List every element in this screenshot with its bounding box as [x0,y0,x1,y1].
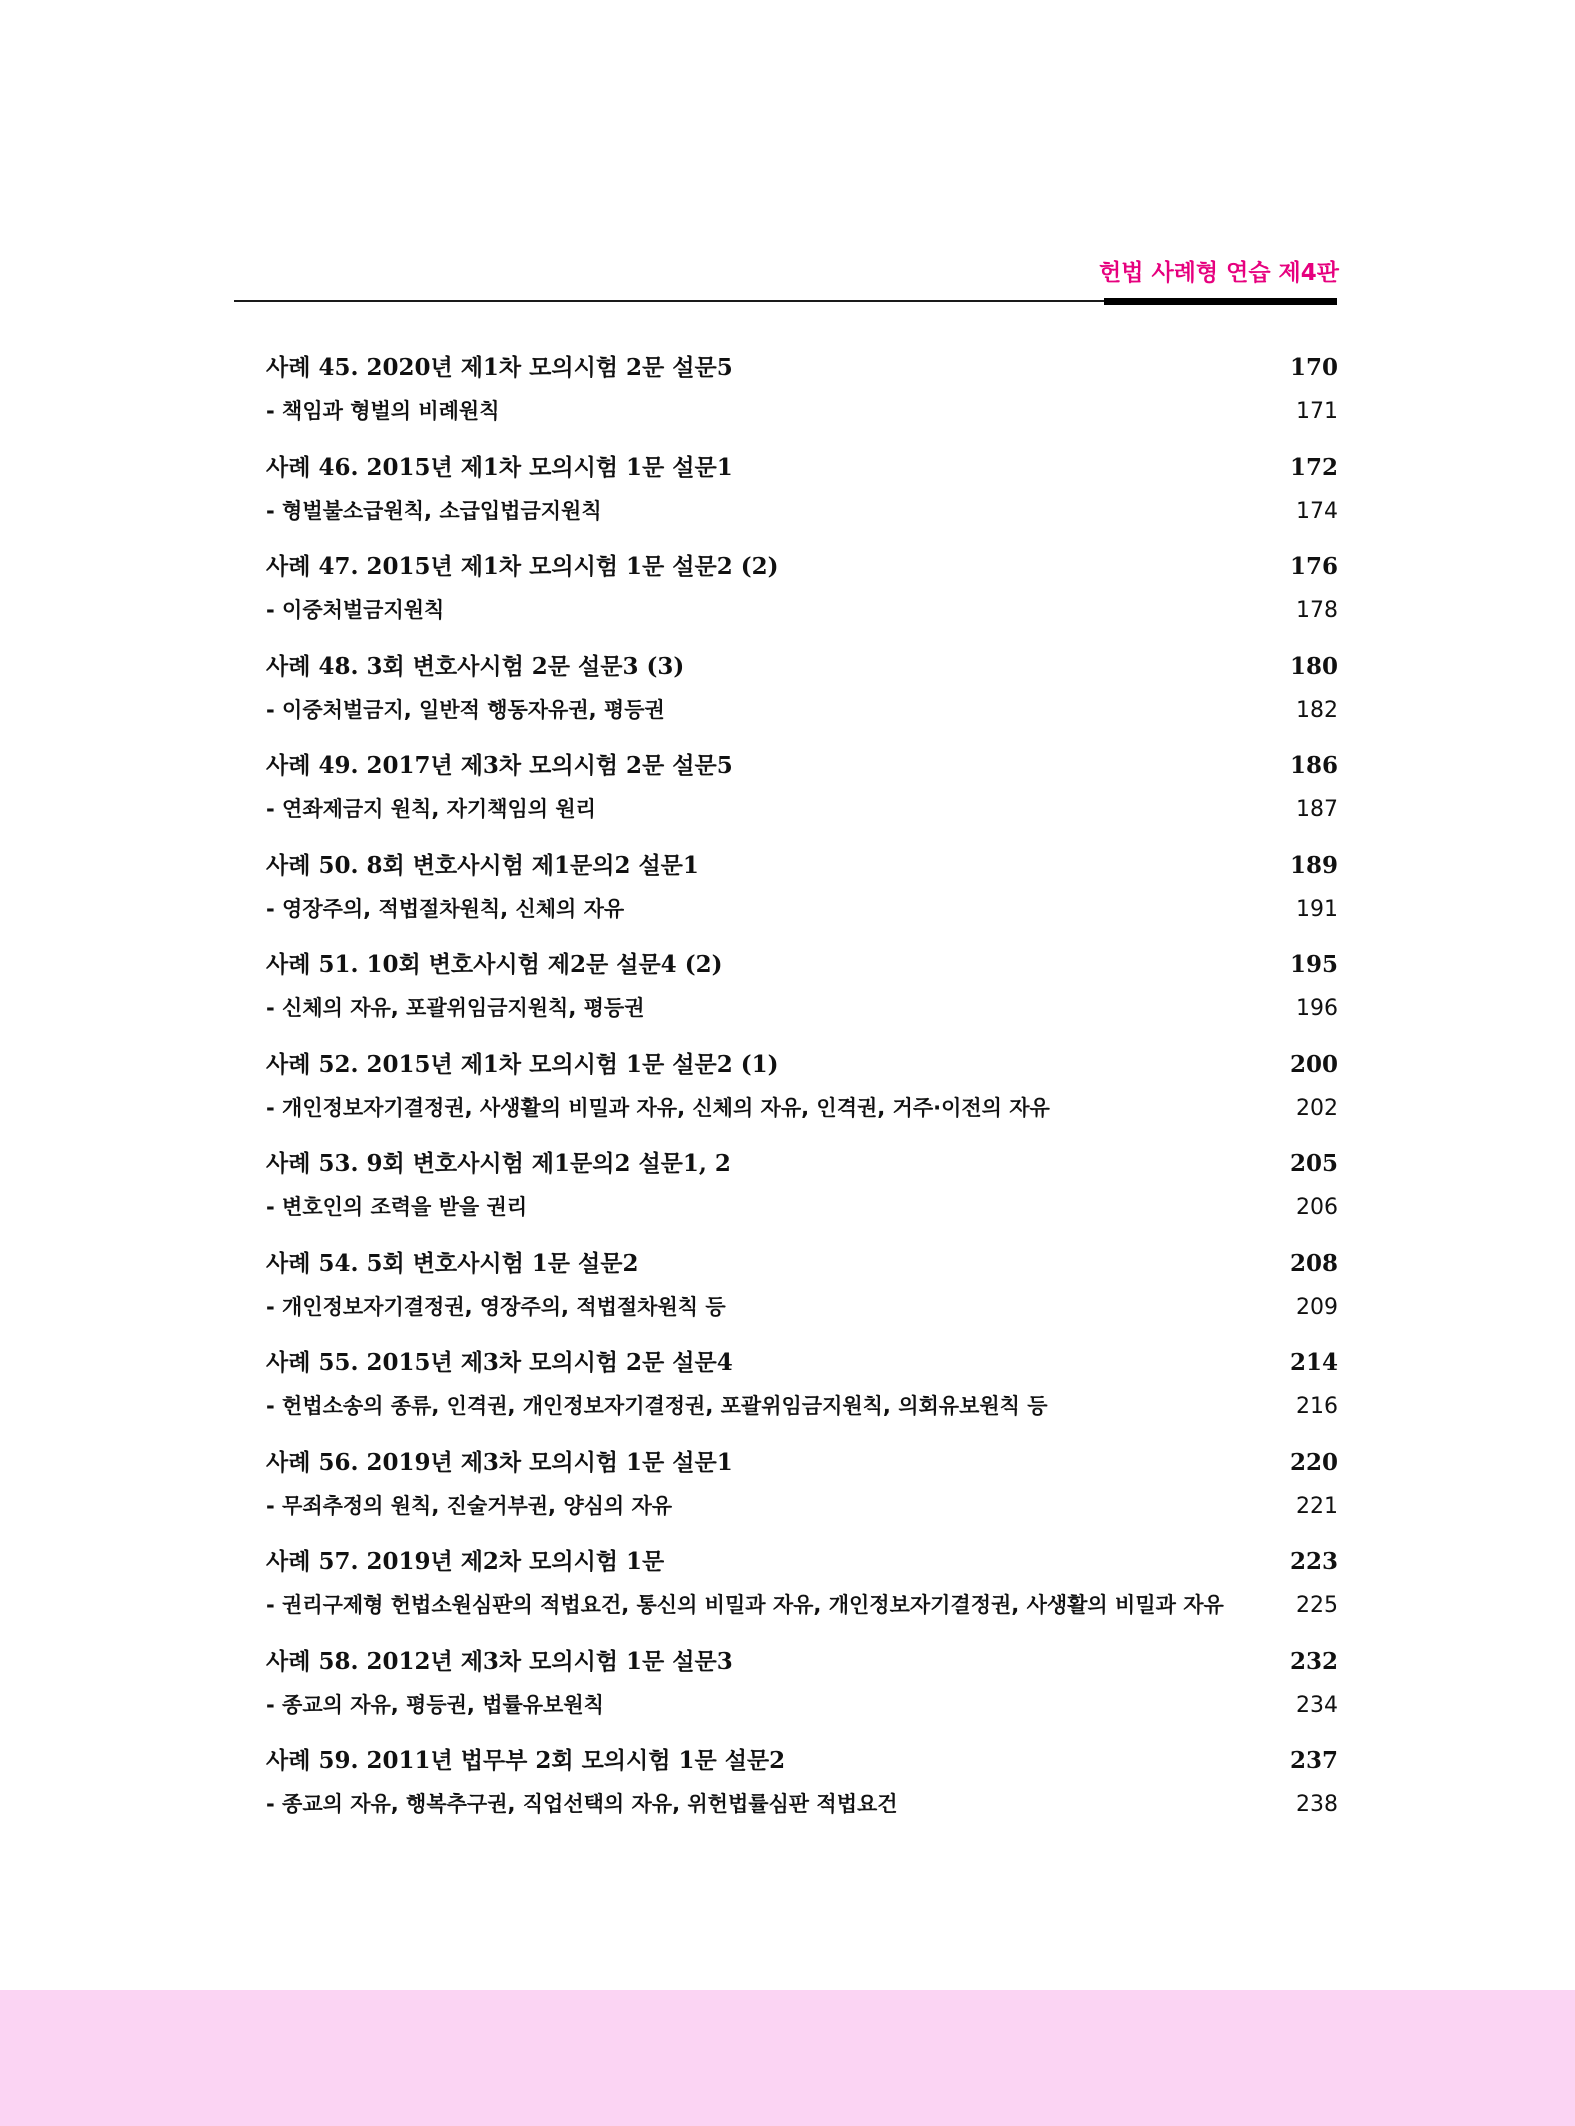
toc-entry-heading[interactable] [266,746,1338,786]
toc-entry [266,1542,1338,1642]
toc-entry-heading[interactable] [266,846,1338,886]
toc-subtopic-title: - 이중처벌금지원칙 [266,598,445,622]
toc-subtopic-title: - 헌법소송의 종류, 인격권, 개인정보자기결정권, 포괄위임금지원칙, 의회유보원칙 등 [266,1394,1048,1418]
toc-subtopic-title: - 개인정보자기결정권, 사생활의 비밀과 자유, 신체의 자유, 인격권, 거주·이전의 자유 [266,1095,1050,1120]
toc-subtopic-page: 171 [1296,399,1338,424]
toc-entry-title: 사례 59. 2011년 법무부 2회 모의시험 1문 설문2 [266,1747,786,1774]
toc-entry [266,647,1338,747]
toc-entry-heading[interactable] [266,1045,1338,1085]
toc-entry-heading[interactable] [266,647,1338,687]
toc-subtopic-title: - 책임과 형벌의 비례원칙 [266,399,500,423]
toc-subtopic-title: - 영장주의, 적법절차원칙, 신체의 자유 [266,896,625,921]
toc-entry-page: 214 [1289,1349,1338,1376]
toc-subtopic-page: 216 [1296,1394,1338,1419]
toc-entry-subtopic[interactable] [266,587,1338,633]
toc-subtopic-page: 206 [1296,1195,1338,1220]
toc-entry-page: 205 [1289,1150,1338,1177]
toc-entry-page: 180 [1289,652,1338,680]
toc-entry-heading[interactable] [266,1343,1338,1383]
toc-entry-heading[interactable] [266,1741,1338,1781]
toc-entry-page: 220 [1289,1448,1338,1476]
toc-entry-heading[interactable] [266,1443,1338,1483]
toc-entry-heading[interactable] [266,945,1338,985]
toc-entry-title: 사례 46. 2015년 제1차 모의시험 1문 설문1 [266,453,733,481]
toc-subtopic-page: 209 [1296,1294,1338,1320]
toc-entry-subtopic[interactable] [266,1085,1338,1131]
table-of-contents [266,348,1338,1841]
toc-entry [266,746,1338,846]
toc-subtopic-page: 187 [1296,797,1338,822]
toc-subtopic-title: - 변호인의 조력을 받을 권리 [266,1195,528,1219]
toc-entry [266,348,1338,448]
toc-entry [266,1343,1338,1443]
toc-entry-page: 208 [1289,1249,1338,1277]
toc-entry-page: 189 [1289,851,1338,879]
toc-entry-page: 170 [1289,354,1338,381]
toc-entry [266,846,1338,946]
toc-entry-title: 사례 56. 2019년 제3차 모의시험 1문 설문1 [266,1448,733,1476]
toc-entry-page: 195 [1289,951,1338,978]
toc-entry-subtopic[interactable] [266,1781,1338,1827]
toc-entry-subtopic[interactable] [266,488,1338,534]
toc-entry-heading[interactable] [266,547,1338,587]
toc-entry-page: 186 [1289,752,1338,779]
toc-entry [266,1642,1338,1742]
toc-subtopic-page: 174 [1296,498,1338,524]
toc-entry-page: 176 [1289,553,1338,580]
toc-entry-subtopic[interactable] [266,1582,1338,1628]
toc-subtopic-page: 196 [1296,996,1338,1021]
toc-subtopic-page: 225 [1296,1593,1338,1618]
toc-entry-title: 사례 53. 9회 변호사시험 제1문의2 설문1, 2 [266,1150,731,1177]
toc-subtopic-title: - 무죄추정의 원칙, 진술거부권, 양심의 자유 [266,1493,673,1518]
toc-subtopic-title: - 연좌제금지 원칙, 자기책임의 원리 [266,797,596,821]
toc-entry-heading[interactable] [266,448,1338,488]
toc-entry-subtopic[interactable] [266,1383,1338,1429]
toc-subtopic-page: 238 [1296,1792,1338,1817]
toc-subtopic-page: 234 [1296,1692,1338,1718]
toc-subtopic-page: 178 [1296,598,1338,623]
toc-entry-page: 172 [1289,453,1338,481]
toc-entry-subtopic[interactable] [266,1682,1338,1728]
toc-subtopic-title: - 종교의 자유, 평등권, 법률유보원칙 [266,1692,604,1717]
running-header-title: 헌법 사례형 연습 제4판 [1099,260,1339,286]
toc-entry-page: 200 [1289,1050,1338,1078]
toc-entry [266,945,1338,1045]
toc-entry-page: 237 [1289,1747,1338,1774]
toc-subtopic-title: - 권리구제형 헌법소원심판의 적법요건, 통신의 비밀과 자유, 개인정보자기결정권, 사생활의 비밀과 자유 [266,1593,1224,1617]
toc-entry-subtopic[interactable] [266,886,1338,932]
toc-entry-title: 사례 45. 2020년 제1차 모의시험 2문 설문5 [266,354,733,381]
toc-entry-subtopic[interactable] [266,687,1338,733]
toc-entry-heading[interactable] [266,1144,1338,1184]
toc-entry-subtopic[interactable] [266,985,1338,1031]
toc-entry-heading[interactable] [266,348,1338,388]
toc-entry-title: 사례 50. 8회 변호사시험 제1문의2 설문1 [266,851,699,879]
toc-entry-title: 사례 51. 10회 변호사시험 제2문 설문4 (2) [266,951,723,978]
toc-entry [266,1443,1338,1543]
toc-subtopic-page: 202 [1296,1095,1338,1121]
toc-subtopic-title: - 신체의 자유, 포괄위임금지원칙, 평등권 [266,996,645,1020]
toc-entry-subtopic[interactable] [266,1184,1338,1230]
toc-entry-title: 사례 54. 5회 변호사시험 1문 설문2 [266,1249,639,1277]
toc-entry-heading[interactable] [266,1542,1338,1582]
toc-entry-page: 232 [1289,1647,1338,1675]
toc-entry [266,1741,1338,1841]
toc-entry-subtopic[interactable] [266,786,1338,832]
toc-entry-heading[interactable] [266,1642,1338,1682]
footer-band [0,1990,1575,2126]
toc-entry-title: 사례 58. 2012년 제3차 모의시험 1문 설문3 [266,1647,733,1675]
toc-subtopic-title: - 이중처벌금지, 일반적 행동자유권, 평등권 [266,697,665,722]
toc-entry-subtopic[interactable] [266,1483,1338,1529]
toc-subtopic-title: - 개인정보자기결정권, 영장주의, 적법절차원칙 등 [266,1294,726,1319]
toc-entry [266,1244,1338,1344]
toc-entry-subtopic[interactable] [266,1284,1338,1330]
toc-entry-subtopic[interactable] [266,388,1338,434]
toc-entry-title: 사례 47. 2015년 제1차 모의시험 1문 설문2 (2) [266,553,779,580]
toc-subtopic-page: 221 [1296,1493,1338,1519]
toc-subtopic-title: - 종교의 자유, 행복추구권, 직업선택의 자유, 위헌법률심판 적법요건 [266,1792,898,1816]
toc-entry-title: 사례 57. 2019년 제2차 모의시험 1문 [266,1548,665,1575]
toc-subtopic-page: 191 [1296,896,1338,922]
toc-entry [266,1144,1338,1244]
toc-entry-heading[interactable] [266,1244,1338,1284]
toc-entry [266,1045,1338,1145]
toc-entry-title: 사례 49. 2017년 제3차 모의시험 2문 설문5 [266,752,733,779]
toc-entry [266,547,1338,647]
toc-entry-title: 사례 48. 3회 변호사시험 2문 설문3 (3) [266,652,685,680]
toc-entry [266,448,1338,548]
toc-subtopic-title: - 형벌불소급원칙, 소급입법금지원칙 [266,498,602,523]
toc-entry-page: 223 [1289,1548,1338,1575]
toc-entry-title: 사례 55. 2015년 제3차 모의시험 2문 설문4 [266,1349,733,1376]
toc-entry-title: 사례 52. 2015년 제1차 모의시험 1문 설문2 (1) [266,1050,779,1078]
toc-subtopic-page: 182 [1296,697,1338,723]
header-rule-accent [1104,298,1337,305]
